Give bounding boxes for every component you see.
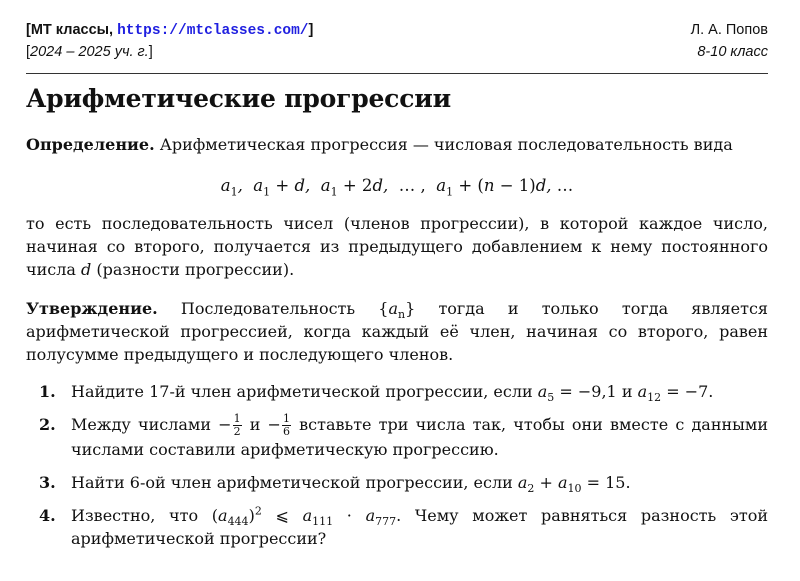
fraction: $\frac{1}{2}$ (233, 412, 241, 438)
fraction: $\frac{1}{6}$ (282, 412, 290, 438)
problem-4: 4. Известно, что $(a_{444})^2$ ⩽ $a_{111} \cdot a_{777}$. Чему может равняться разность этой арифметической прогрессии? (39, 504, 769, 548)
page-title: Арифметические прогрессии (26, 84, 451, 113)
page (26, 0, 768, 560)
definition-paragraph: Определение. Арифметическая прогрессия — числовая последовательность вида (26, 135, 733, 154)
header-divider (26, 73, 768, 74)
problem-3: 3. Найти 6-ой член арифметической прогрессии, если $a_2 + a_{10} = 15$. (39, 473, 631, 496)
definition-continuation: то есть последовательность чисел (членов прогрессии), в которой каждое число, начиная со второго, получается из предыдущего добавлением к нему постоянного числа d (разности прогрессии). (26, 214, 768, 279)
author: Л. А. Попов (690, 22, 768, 38)
problem-1: 1. Найдите 17-й член арифметической прогрессии, если $a_5 = -9,1$ и $a_{12} = -7$. (39, 382, 714, 405)
source-label: [МТ классы, https://mtclasses.com/] (26, 22, 314, 39)
problem-2: 2. Между числами − $\frac{1}{2}$ и − $\frac{1}{6}$ вставьте три числа так, чтобы они вместе с данными числами составили арифметическую прогрессию. (39, 412, 769, 459)
grade: 8-10 класс (697, 44, 768, 60)
definition-formula: $a_1$, $a_1 + d$, $a_1 + 2d$, … , $a_1 + (n - 1)d$, … (220, 176, 574, 199)
source-link[interactable]: https://mtclasses.com/ (117, 23, 309, 39)
problem-list (26, 380, 768, 550)
school-year: [2024 – 2025 уч. г.] (26, 44, 153, 60)
statement-paragraph: Утверждение. Последовательность $\{a_n\}$ тогда и только тогда является арифметической прогрессией, когда каждый её член, начиная со второго, равен полусумме предыдущего и последующего членов. (26, 299, 768, 364)
page-header (26, 0, 768, 66)
